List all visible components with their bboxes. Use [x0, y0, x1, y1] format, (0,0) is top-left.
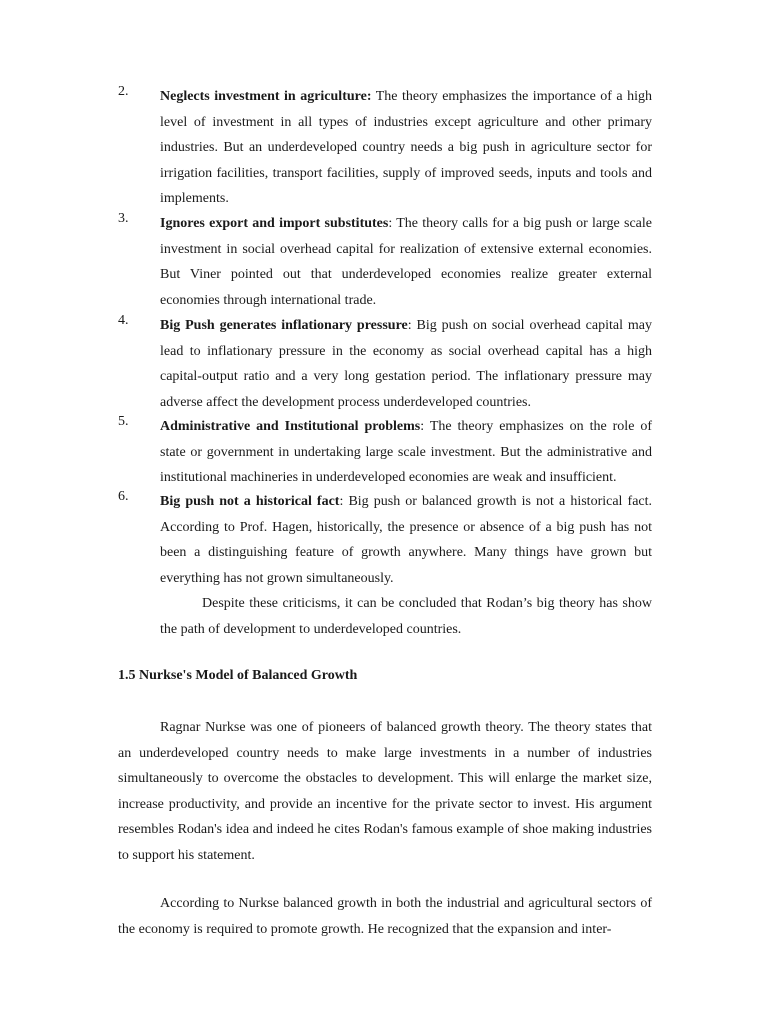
list-number: 4. [118, 313, 129, 328]
list-number: 6. [118, 489, 129, 504]
list-item-title: Ignores export and import substitutes [160, 216, 389, 231]
list-item-title: Big Push generates inflationary pressure [160, 318, 408, 333]
list-item-text: : Big push on social overhead capital may lead to inflationary pressure in the economy as social overhead capital has a high capital-output ratio and a very long gestation period. The inflationary pressure may adverse affect the development process underdeveloped countries. [160, 318, 652, 410]
section-heading: 1.5 Nurkse's Model of Balanced Growth [118, 668, 358, 683]
list-item-body [160, 84, 652, 212]
list-item-text: : The theory calls for a big push or large scale investment in social overhead capital for realization of extensive external economies. But Viner pointed out that underdeveloped economies realize greater external economies through international trade. [160, 216, 652, 308]
list-item-text: The theory emphasizes the importance of a high level of investment in all types of industries except agriculture and other primary industries. But an underdeveloped country needs a big push in agriculture sector for irrigation facilities, transport facilities, supply of improved seeds, inputs and tools and implements. [160, 89, 652, 206]
list-item-text: : Big push or balanced growth is not a historical fact. According to Prof. Hagen, historically, the presence or absence of a big push has not been a distinguishing feature of growth anywhere. Many things have grown but everything has not grown simultaneously. [160, 494, 653, 586]
list-item-body [160, 313, 652, 415]
list-item-title: Big push not a historical fact [160, 494, 340, 509]
list-number: 5. [118, 414, 129, 429]
list-item-6 [118, 489, 652, 591]
list-number: 3. [118, 211, 129, 226]
body-paragraph-1: Ragnar Nurkse was one of pioneers of balanced growth theory. The theory states that an underdeveloped country needs to make large investments in a number of industries simultaneously to overcome the obstacles to development. This will enlarge the market size, increase productivity, and provide an incentive for the private sector to invest. His argument resembles Rodan's idea and indeed he cites Rodan's famous example of shoe making industries to support his statement. [118, 720, 652, 863]
list-item-3 [118, 211, 652, 313]
list-item-5 [118, 414, 652, 491]
list-number: 2. [118, 84, 129, 99]
list-item-body [160, 211, 652, 313]
conclusion-paragraph [160, 591, 652, 642]
list-item-body [160, 414, 652, 491]
list-item-2 [118, 84, 652, 212]
conclusion-text: Despite these criticisms, it can be concluded that Rodan’s big theory has show the path of development to underdeveloped countries. [160, 596, 652, 637]
list-item-4 [118, 313, 652, 415]
list-item-text: : The theory emphasizes on the role of state or government in undertaking large scale investment. But the administrative and institutional machineries in underdeveloped economies are weak and insufficient. [160, 419, 652, 485]
list-item-body [160, 489, 652, 591]
body-paragraph-2: According to Nurkse balanced growth in both the industrial and agricultural sectors of the economy is required to promote growth. He recognized that the expansion and inter- [118, 896, 652, 937]
list-item-title: Neglects investment in agriculture: [160, 89, 372, 104]
list-item-title: Administrative and Institutional problems [160, 419, 421, 434]
